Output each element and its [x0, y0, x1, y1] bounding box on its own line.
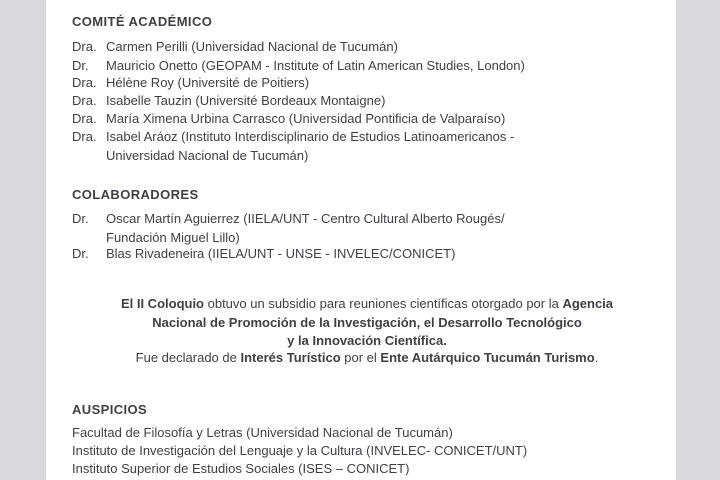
- notice-line-4: [72, 348, 662, 367]
- notice-bold: El II Coloquio: [120, 296, 204, 311]
- comite-member: [72, 91, 385, 110]
- colaboradores-heading: COLABORADORES: [72, 187, 199, 202]
- notice-bold: Ente Autárquico Tucumán Turismo: [380, 350, 595, 365]
- member-title: Dr.: [72, 211, 89, 226]
- member-name: Isabelle Tauzin (Université Bordeaux Montaigne): [106, 93, 386, 108]
- notice-bold: Agencia: [562, 296, 614, 311]
- member-name-continuation: Fundación Miguel Lillo): [106, 230, 240, 245]
- member-name-continuation: Universidad Nacional de Tucumán): [106, 148, 309, 163]
- comite-member: [72, 73, 309, 92]
- member-name: Carmen Perilli (Universidad Nacional de Tucumán): [106, 39, 398, 54]
- comite-member: [72, 37, 398, 56]
- auspicio-item: Facultad de Filosofía y Letras (Universidad Nacional de Tucumán): [72, 425, 453, 440]
- notice-text: obtuvo un subsidio para reuniones científicas otorgado por la: [204, 296, 563, 311]
- colaborador-member: [72, 244, 455, 263]
- colaborador-member: [72, 209, 505, 245]
- notice-text: Fue declarado de: [135, 350, 241, 365]
- auspicio-item: Instituto de Investigación del Lenguaje y la Cultura (INVELEC- CONICET/UNT): [72, 443, 528, 458]
- notice-text: por el: [340, 350, 381, 365]
- notice-text: .: [594, 350, 599, 365]
- member-title: Dra.: [72, 129, 97, 144]
- comite-heading: COMITÉ ACADÉMICO: [72, 14, 213, 29]
- comite-member: [72, 109, 505, 128]
- member-title: Dra.: [72, 75, 97, 90]
- notice-line-1: [72, 294, 662, 313]
- notice-bold: Nacional de Promoción de la Investigación, el Desarrollo Tecnológico: [152, 315, 582, 330]
- member-name: Oscar Martín Aguierrez (IIELA/UNT - Centro Cultural Alberto Rougés/: [106, 211, 505, 226]
- member-title: Dra.: [72, 93, 97, 108]
- comite-member: [72, 127, 515, 163]
- notice-bold: Interés Turístico: [240, 350, 341, 365]
- document-page: [46, 0, 676, 480]
- notice-line-2: [72, 313, 662, 332]
- member-title: Dr.: [72, 246, 89, 261]
- member-title: Dr.: [72, 58, 89, 73]
- member-name: Isabel Aráoz (Instituto Interdisciplinario de Estudios Latinoamericanos -: [106, 129, 515, 144]
- member-title: Dra.: [72, 39, 97, 54]
- member-name: María Ximena Urbina Carrasco (Universidad Pontificia de Valparaíso): [106, 111, 506, 126]
- auspicios-heading: AUSPICIOS: [72, 402, 148, 417]
- member-title: Dra.: [72, 111, 97, 126]
- member-name: Hélène Roy (Université de Poitiers): [106, 75, 310, 90]
- notice-bold: y la Innovación Científica.: [287, 333, 447, 348]
- member-name: Blas Rivadeneira (IIELA/UNT - UNSE - INVELEC/CONICET): [106, 246, 456, 261]
- member-name: Mauricio Onetto (GEOPAM - Institute of Latin American Studies, London): [106, 58, 525, 73]
- auspicio-item: Instituto Superior de Estudios Sociales (ISES – CONICET): [72, 461, 410, 476]
